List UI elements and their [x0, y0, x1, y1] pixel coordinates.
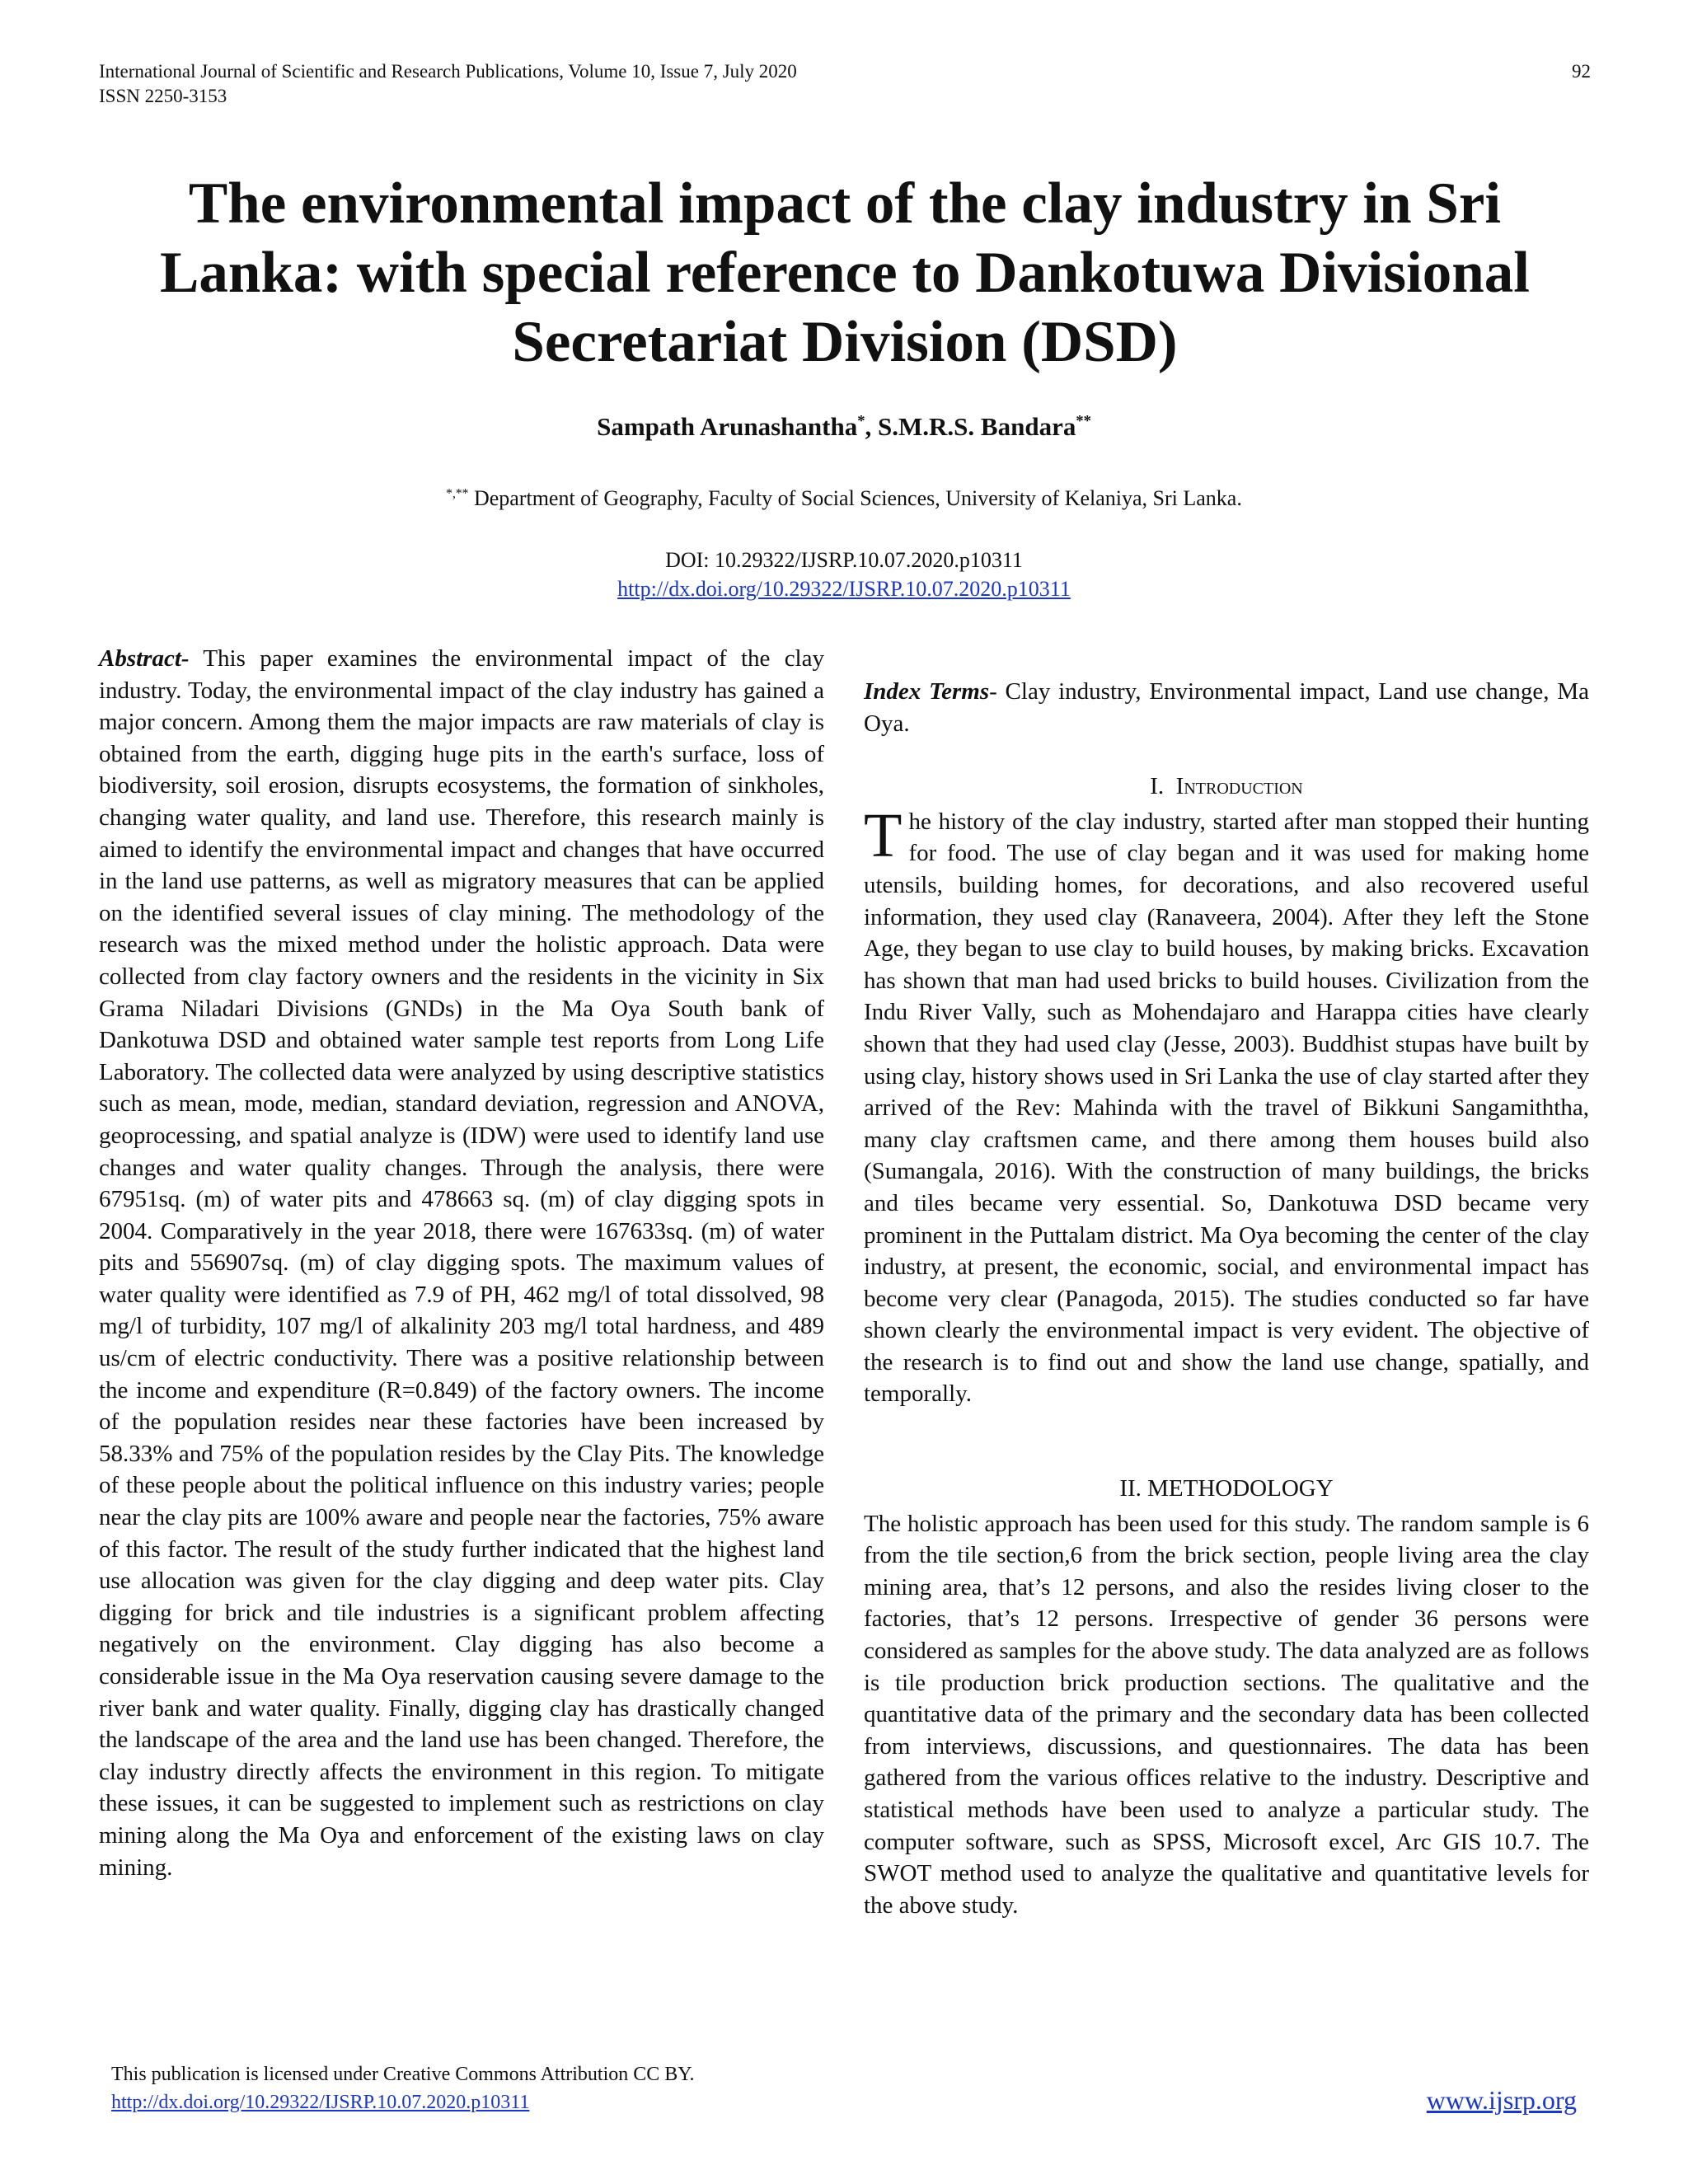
- footer: [111, 2060, 695, 2116]
- methodology-heading: II. METHODOLOGY: [1119, 1475, 1334, 1502]
- page-number: 92: [1572, 61, 1591, 82]
- introduction-heading: [864, 771, 1589, 803]
- abstract-text: This paper examines the environmental impact of the clay industry. Today, the environmental impact of the clay industry has gained a major concern. Among them the major impacts are raw materials of clay is obtained from the earth, digging huge pits in the earth's surface, loss of biodiversity, soil erosion, disrupts ecosystems, the formation of sinkholes, changing water quality, and land use. Therefore, this research mainly is aimed to identify the environmental impact and changes that have occurred in the land use patterns, as well as migratory measures that can be applied on the identified several issues of clay mining. The methodology of the research was the mixed method under the holistic approach. Data were collected from clay factory owners and the residents in the vicinity in Six Grama Niladari Divisions (GNDs) in the Ma Oya South bank of Dankotuwa DSD and obtained water sample test reports from Long Life Laboratory. The collected data were analyzed by using descriptive statistics such as mean, mode, median, standard deviation, regression and ANOVA, geoprocessing, and spatial analyze is (IDW) were used to identify land use changes and water quality changes. Through the analysis, there were 67951sq. (m) of water pits and 478663 sq. (m) of clay digging spots in 2004. Comparatively in the year 2018, there were 167633sq. (m) of water pits and 556907sq. (m) of clay digging spots. The maximum values of water quality were identified as 7.9 of PH, 462 mg/l of total dissolved, 98 mg/l of turbidity, 107 mg/l of alkalinity 203 mg/l total hardness, and 489 us/cm of electric conductivity. There was a positive relationship between the income and expenditure (R=0.849) of the factory owners. The income of the population resides near these factories have been increased by 58.33% and 75% of the population resides by the Clay Pits. The knowledge of these people about the political influence on this industry varies; people near the clay pits are 100% aware and people near the factories, 75% aware of this factor. The result of the study further indicated that the highest land use allocation was given for the clay digging and deep water pits. Clay digging for brick and tile industries is a significant problem affecting negatively on the environment. Clay digging has also become a considerable issue in the Ma Oya reservation causing severe damage to the river bank and water quality. Finally, digging clay has drastically changed the landscape of the area and the land use has been changed. Therefore, the clay industry directly affects the environment in this region. To mitigate these issues, it can be suggested to implement such as restrictions on clay mining along the Ma Oya and enforcement of the existing laws on clay mining.: [99, 645, 824, 1881]
- index-terms-label: Index Terms: [864, 678, 990, 705]
- doi-link[interactable]: http://dx.doi.org/10.29322/IJSRP.10.07.2020.p10311: [617, 577, 1071, 601]
- index-terms-text: - Clay industry, Environmental impact, Land use change, Ma Oya.: [864, 678, 1589, 737]
- author-2-mark: **: [1076, 412, 1091, 430]
- affiliation-mark: *,**: [446, 486, 469, 501]
- doi-text: DOI: 10.29322/IJSRP.10.07.2020.p10311: [665, 548, 1023, 572]
- author-1-mark: *: [857, 412, 865, 430]
- affiliation: [0, 486, 1688, 511]
- introduction-number: I.: [1150, 773, 1165, 800]
- website-link[interactable]: www.ijsrp.org: [1426, 2085, 1577, 2115]
- methodology-text: The holistic approach has been used for this study. The random sample is 6 from the tile section,6 from the brick section, people living area the clay mining area, that’s 12 persons, and also the resides living closer to the factories, that’s 12 persons. Irrespective of gender 36 persons were considered as samples for the above study. The data analyzed are as follows is tile production brick production sections. The qualitative and the quantitative data of the primary and the secondary data has been collected from interviews, discussions, and questionnaires. The data has been gathered from the various offices relative to the industry. Descriptive and statistical methods have been used to analyze a particular study. The computer software, such as SPSS, Microsoft excel, Arc GIS 10.7. The SWOT method used to analyze the qualitative and quantitative levels for the above study.: [864, 1510, 1589, 1919]
- running-header: [99, 59, 1591, 109]
- index-terms: [864, 676, 1589, 739]
- introduction-body: [864, 800, 1589, 1410]
- license-text: This publication is licensed under Creative Commons Attribution CC BY.: [111, 2064, 695, 2085]
- abstract: [99, 643, 824, 1883]
- introduction-text: he history of the clay industry, started after man stopped their hunting for food. The use of clay began and it was used for making home utensils, building homes, for decorations, and also recovered useful information, they used clay (Ranaveera, 2004). After they left the Stone Age, they began to use clay to build houses, by making bricks. Excavation has shown that man had used bricks to build houses. Civilization from the Indu River Vally, such as Mohendajaro and Harappa cities have clearly shown that they had used clay (Jesse, 2003). Buddhist stupas have built by using clay, history shows used in Sri Lanka the use of clay started after they arrived of the Rev: Mahinda with the travel of Bikkuni Sangamiththa, many clay craftsmen came, and there among them houses build also (Sumangala, 2016). With the construction of many buildings, the bricks and tiles became very essential. So, Dankotuwa DSD became very prominent in the Puttalam district. Ma Oya becoming the center of the clay industry, at present, the economic, social, and environmental impact has become very clear (Panagoda, 2015). The studies conducted so far have shown clearly the environmental impact is very evident. The objective of the research is to find out and show the land use change, spatially, and temporally.: [864, 808, 1589, 1408]
- drop-cap: T: [864, 800, 903, 870]
- introduction-title: Introduction: [1175, 773, 1303, 800]
- issn: ISSN 2250-3153: [99, 86, 227, 106]
- footer-doi-link[interactable]: http://dx.doi.org/10.29322/IJSRP.10.07.2020.p10311: [111, 2092, 530, 2113]
- affiliation-text: Department of Geography, Faculty of Social Sciences, University of Kelaniya, Sri Lanka.: [468, 486, 1242, 510]
- doi-block: [0, 546, 1688, 603]
- author-2: S.M.R.S. Bandara: [878, 412, 1076, 441]
- author-1: Sampath Arunashantha: [597, 412, 858, 441]
- abstract-label: Abstract-: [99, 645, 190, 672]
- authors: [0, 412, 1688, 442]
- author-separator: ,: [865, 412, 879, 441]
- right-column: [864, 676, 1589, 1921]
- left-column: [99, 643, 824, 1883]
- journal-name: International Journal of Scientific and Research Publications, Volume 10, Issue 7, July 2020: [99, 61, 797, 82]
- paper-title: The environmental impact of the clay industry in Sri Lanka: with special reference to Dankotuwa Divisional Secretariat Division (DSD): [160, 171, 1530, 374]
